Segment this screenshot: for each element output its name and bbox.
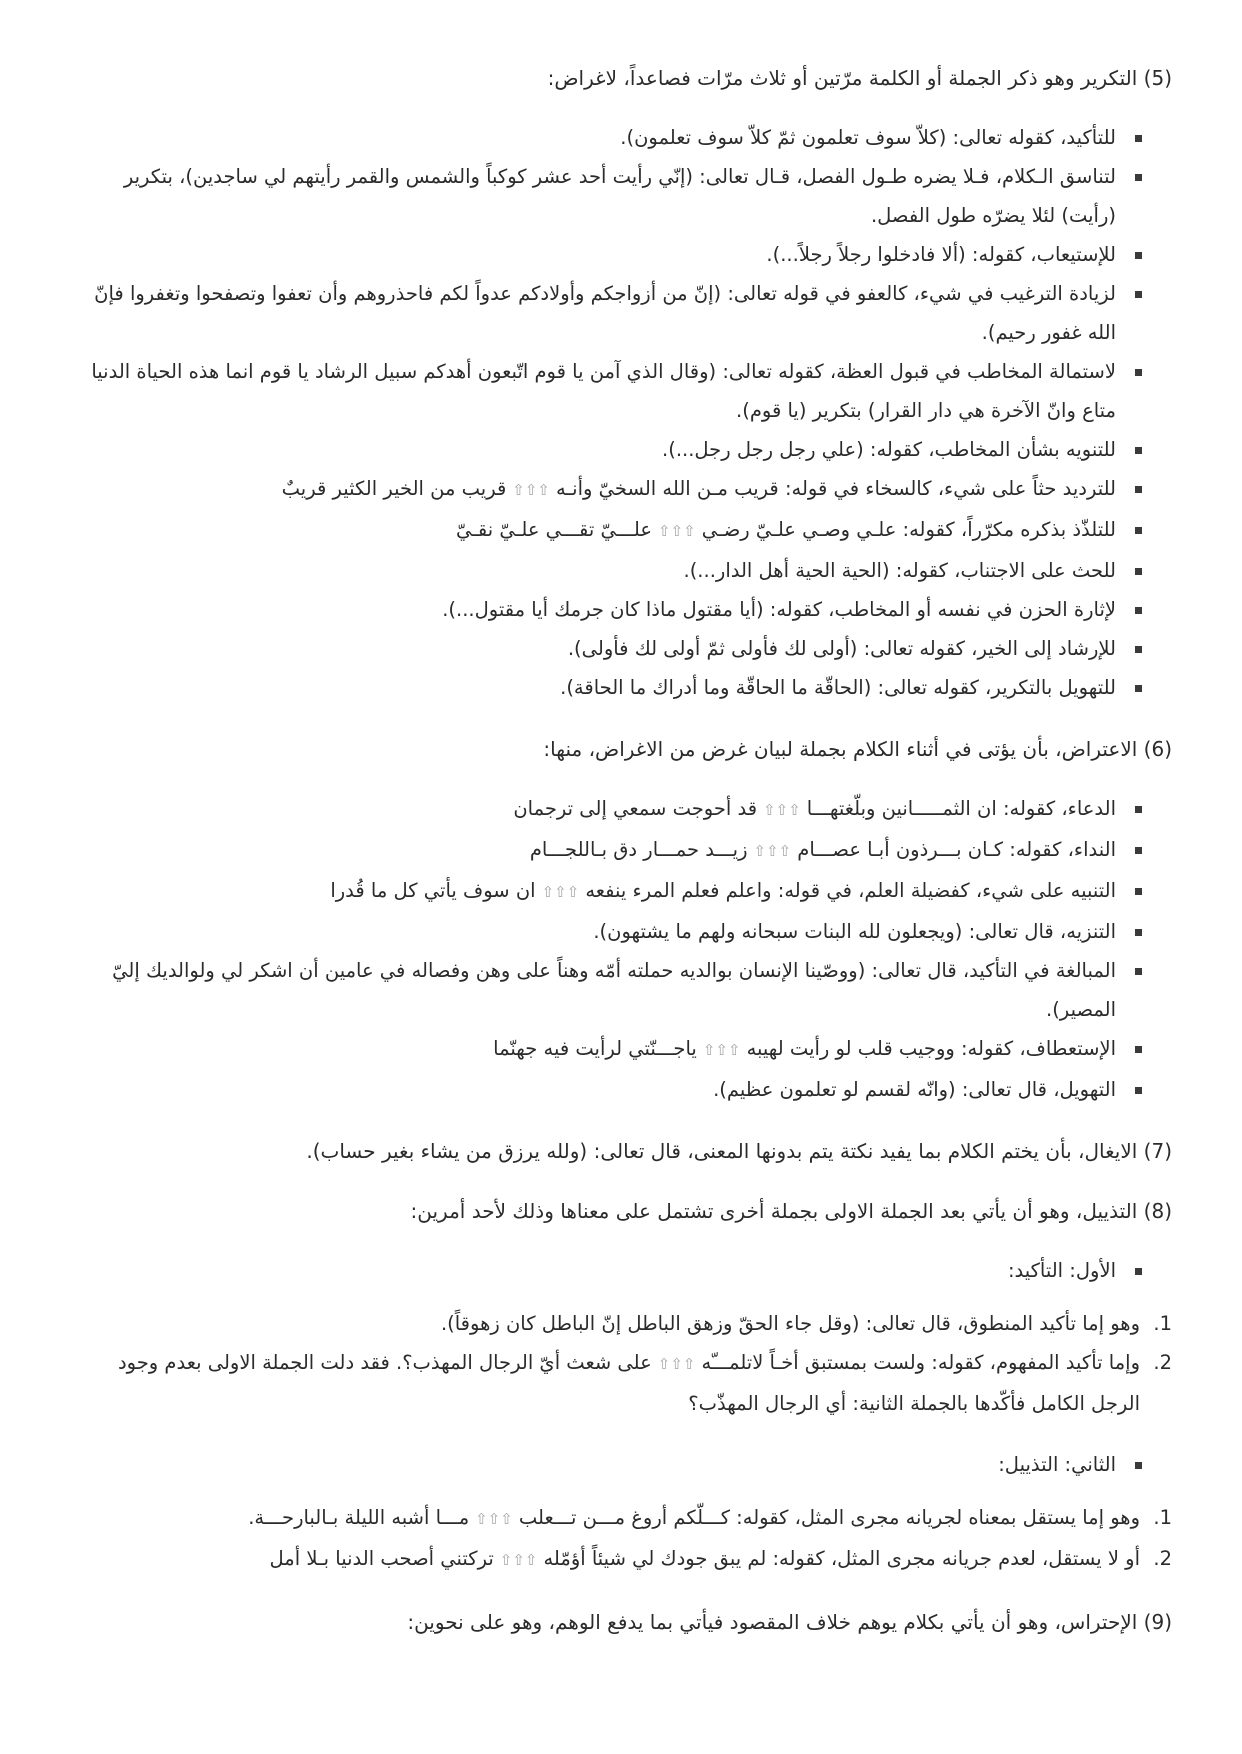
section-8-first-label-list [70, 1251, 1172, 1290]
list-item: للتلذّذ بذكره مكرّراً، كقوله: علـي وصـي علـيّ رضـي⇧⇧⇧علـــيّ تقـــي علـيّ نقـيّ [70, 510, 1116, 551]
verse-separator-icon: ⇧⇧⇧ [499, 1551, 538, 1569]
numbered-item: 2. وإما تأكيد المفهوم، كقوله: ولست بمستبق أخـاً لاتلمـــّه⇧⇧⇧على شعث أيّ الرجال المهذب؟. فقد دلت الجملة الاولى بعدم وجود الرجل الكامل فأكّدها بالجملة الثانية: أي الرجال المهذّب؟ [117, 1351, 1172, 1415]
section-6-list [70, 789, 1172, 1109]
verse-separator-icon: ⇧⇧⇧ [541, 883, 580, 901]
list-item: التنبيه على شيء، كفضيلة العلم، في قوله: واعلم فعلم المرء ينفعه⇧⇧⇧ان سوف يأتي كل ما قُدرا [70, 871, 1116, 912]
list-item: لزيادة الترغيب في شيء، كالعفو في قوله تعالى: (إنّ من أزواجكم وأولادكم عدواً لكم فاحذروهم وأن تعفوا وتصفحوا وتغفروا فإنّ الله غفور رحيم). [70, 274, 1116, 352]
list-item: للتنويه بشأن المخاطب، كقوله: (علي رجل رجل رجل...). [70, 430, 1116, 469]
verse-separator-icon: ⇧⇧⇧ [763, 801, 801, 819]
list-item: التهويل، قال تعالى: (وانّه لقسم لو تعلمون عظيم). [70, 1070, 1116, 1109]
verse-separator-icon: ⇧⇧⇧ [512, 481, 550, 499]
numbered-item: 2. أو لا يستقل، لعدم جريانه مجرى المثل، كقوله: لم يبق جودك لي شيئاً أؤمّله⇧⇧⇧تركتني أصحب الدنيا بـلا أمل [269, 1547, 1172, 1570]
list-item: للتهويل بالتكرير، كقوله تعالى: (الحاقّة ما الحاقّة وما أدراك ما الحاقة). [70, 668, 1116, 707]
list-item: الإستعطاف، كقوله: ووجيب قلب لو رأيت لهيبه⇧⇧⇧ياجـــنّتي لرأيت فيه جهنّما [70, 1029, 1116, 1070]
section-8-first-items [70, 1304, 1172, 1423]
list-item: التنزيه، قال تعالى: (ويجعلون لله البنات سبحانه ولهم ما يشتهون). [70, 912, 1116, 951]
list-item: لاستمالة المخاطب في قبول العظة، كقوله تعالى: (وقال الذي آمن يا قوم اتّبعون أهدكم سبيل الرشاد يا قوم انما هذه الحياة الدنيا متاع وانّ الآخرة هي دار القرار) بتكرير (يا قوم). [70, 352, 1116, 430]
list-item: للحث على الاجتناب، كقوله: (الحية الحية أهل الدار...). [70, 551, 1116, 590]
numbered-item: 1. وهو إما يستقل بمعناه لجريانه مجرى المثل، كقوله: كـــلّكم أروغ مـــن تـــعلب⇧⇧⇧مـــا أشبه الليلة بـالبارحـــة. [248, 1506, 1172, 1529]
list-item: للإستيعاب، كقوله: (ألا فادخلوا رجلاً رجلاً...). [70, 235, 1116, 274]
verse-separator-icon: ⇧⇧⇧ [702, 1041, 741, 1059]
verse-separator-icon: ⇧⇧⇧ [753, 842, 792, 860]
section-8-heading: (8) التذييل، وهو أن يأتي بعد الجملة الاولى بجملة أخرى تشتمل على معناها وذلك لأحد أمرين: [410, 1199, 1172, 1223]
list-item: الدعاء، كقوله: ان الثمـــــانين وبلّغتهـــا⇧⇧⇧قد أحوجت سمعي إلى ترجمان [70, 789, 1116, 830]
list-item: الأول: التأكيد: [70, 1251, 1116, 1290]
verse-separator-icon: ⇧⇧⇧ [475, 1510, 513, 1528]
list-item: لتناسق الـكلام، فـلا يضره طـول الفصل، قـال تعالى: (إنّي رأيت أحد عشر كوكباً والشمس والقمر رأيتهم لي ساجدين)، بتكرير (رأيت) لئلا يضرّه طول الفصل. [70, 157, 1116, 235]
section-8-second-label-list [70, 1445, 1172, 1484]
list-item: المبالغة في التأكيد، قال تعالى: (ووصّينا الإنسان بوالديه حملته أمّه وهناً على وهن وفصاله في عامين أن اشكر لي ولوالديك إليّ المصير). [70, 951, 1116, 1029]
verse-separator-icon: ⇧⇧⇧ [657, 1355, 696, 1373]
section-5-list [70, 118, 1172, 707]
verse-separator-icon: ⇧⇧⇧ [658, 522, 696, 540]
list-item: للتأكيد، كقوله تعالى: (كلاّ سوف تعلمون ثمّ كلاّ سوف تعلمون). [70, 118, 1116, 157]
section-5-heading: (5) التكرير وهو ذكر الجملة أو الكلمة مرّتين أو ثلاث مرّات فصاعداً، لاغراض: [547, 66, 1172, 90]
section-7-heading: (7) الايغال، بأن يختم الكلام بما يفيد نكتة يتم بدونها المعنى، قال تعالى: (ولله يرزق من يشاء بغير حساب). [306, 1139, 1172, 1163]
section-9-heading: (9) الإحتراس، وهو أن يأتي بكلام يوهم خلاف المقصود فيأتي بما يدفع الوهم، وهو على نحوين: [407, 1610, 1172, 1634]
list-item: الثاني: التذييل: [70, 1445, 1116, 1484]
section-6-heading: (6) الاعتراض، بأن يؤتى في أثناء الكلام بجملة لبيان غرض من الاغراض، منها: [543, 737, 1172, 761]
numbered-item: 1. وهو إما تأكيد المنطوق، قال تعالى: (وقل جاء الحقّ وزهق الباطل إنّ الباطل كان زهوقاً). [440, 1312, 1172, 1335]
section-8-second-items [70, 1498, 1172, 1580]
list-item: للإرشاد إلى الخير، كقوله تعالى: (أولى لك فأولى ثمّ أولى لك فأولى). [70, 629, 1116, 668]
list-item: النداء، كقوله: كـان بـــرذون أبـا عصـــام⇧⇧⇧زيـــد حمـــار دق بـاللجـــام [70, 830, 1116, 871]
list-item: لإثارة الحزن في نفسه أو المخاطب، كقوله: (أيا مقتول ماذا كان جرمك أيا مقتول...). [70, 590, 1116, 629]
list-item: للترديد حثاً على شيء، كالسخاء في قوله: قريب مـن الله السخيّ وأنـه⇧⇧⇧قريب من الخير الكثير قريبٌ [70, 469, 1116, 510]
